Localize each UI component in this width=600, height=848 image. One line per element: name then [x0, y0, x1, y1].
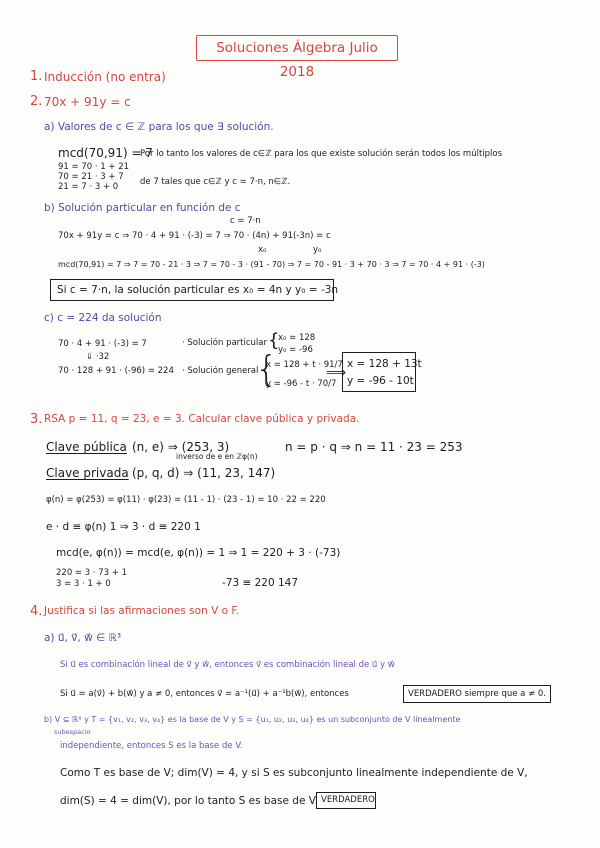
q2-sol-gen-x: x = 128 + t · 91/7: [266, 360, 343, 370]
q2-sol-gen-y: y = -96 - t · 70/7: [266, 379, 337, 389]
q2-euclid-2: 70 = 21 · 3 + 7: [58, 172, 124, 182]
q2-b-result: Si c = 7·n, la solución particular es x₀ = 4n y y₀ = -3n: [57, 284, 339, 296]
q1-number: 1.: [30, 69, 43, 84]
q2-x0-label: x₀: [258, 245, 267, 255]
q3-pub-label: Clave pública: [46, 440, 127, 454]
q2-final-solution-box: [342, 352, 422, 392]
q3-div-2: 3 = 3 · 1 + 0: [56, 579, 111, 589]
q2-sol-part-x: x₀ = 128: [278, 333, 316, 343]
q2-mcd-line: mcd(70,91) = 7: [58, 146, 153, 160]
q2-a-label: a) Valores de c ∈ ℤ para los que ∃ solución.: [44, 121, 274, 133]
q2-mcd-explain: Por lo tanto los valores de c∈ℤ para los que existe solución serán todos los múltiplos: [140, 149, 503, 159]
q2-c-note: c = 7·n: [230, 216, 261, 226]
q2-b-eq-2: mcd(70,91) = 7 ⇒ 7 = 70 - 21 · 3 ⇒ 7 = 70 - 3 · (91 - 70) ⇒ 7 = 70 - 91 · 3 + 70 · 3 ⇒ 7 = 70 · 4 + 91 · (-3): [58, 260, 485, 269]
q4-b-answer-1: Como T es base de V; dim(V) = 4, y si S es subconjunto linealmente independiente de V,: [60, 767, 528, 779]
q4-a-verdict-box: [403, 685, 551, 703]
q3-ed-line: e · d ≡ φ(n) 1 ⇒ 3 · d ≡ 220 1: [46, 521, 201, 533]
q3-priv-label: Clave privada: [46, 466, 129, 480]
q2-c-eq-mult: ⇓ ·32: [86, 352, 110, 362]
q1-text: Inducción (no entra): [44, 70, 166, 84]
q2-sol-final-y: y = -96 - 10t: [347, 375, 414, 387]
q2-c-eq-2: 70 · 128 + 91 · (-96) = 224: [58, 366, 174, 376]
q4-b-verdict: VERDADERO: [321, 795, 375, 805]
q2-sol-final-x: x = 128 + 13t: [347, 358, 422, 370]
q3-phi-line: φ(n) = φ(253) = φ(11) · φ(23) = (11 - 1) · (23 - 1) = 10 · 22 = 220: [46, 495, 326, 505]
q2-b-eq-1: 70x + 91y = c ⇒ 70 · 4 + 91 · (-3) = 7 ⇒ 70 · (4n) + 91(-3n) = c: [58, 231, 331, 241]
q2-number: 2.: [30, 94, 43, 109]
q3-div-1: 220 = 3 · 73 + 1: [56, 568, 128, 578]
q4-number: 4.: [30, 604, 43, 619]
q3-inv-note: inverso de e en ℤφ(n): [176, 452, 258, 461]
q2-sol-gen-label: · Solución general: [182, 366, 259, 376]
brace-icon: {: [255, 349, 278, 390]
brace-icon: {: [268, 330, 280, 351]
implies-arrow-icon: ⟹: [326, 365, 347, 381]
q4-b-label: b) V ⊆ ℝ⁸ y T = {v₁, v₂, v₃, v₄} es la base de V y S = {u₁, u₂, u₃, u₄} es un subconjunto de V linealmente: [44, 715, 461, 724]
q2-mult-line: de 7 tales que c∈ℤ y c = 7·n, n∈ℤ.: [140, 177, 291, 187]
q4-b-answer-2: dim(S) = 4 = dim(V), por lo tanto S es base de V.: [60, 795, 318, 807]
q4-b-verdict-box: [316, 792, 376, 809]
q2-b-result-box: [50, 279, 339, 301]
q4-b-sub: subespacio: [54, 728, 91, 736]
q2-c-eq-1: 70 · 4 + 91 · (-3) = 7: [58, 339, 147, 349]
q3-n-calc: n = p · q ⇒ n = 11 · 23 = 253: [285, 440, 463, 454]
q4-b-statement-2: independiente, entonces S es la base de V.: [60, 741, 243, 751]
q2-c-label: c) c = 224 da solución: [44, 312, 162, 324]
q4-a-answer: Si u⃗ = a(v⃗) + b(w⃗) y a ≠ 0, entonces v⃗ = a⁻¹(u⃗) + a⁻¹b(w⃗), entonces: [60, 689, 349, 699]
q4-a-verdict: VERDADERO siempre que a ≠ 0.: [408, 689, 547, 699]
page-title: Soluciones Álgebra Julio 2018: [216, 40, 378, 80]
q3-congr: -73 ≡ 220 147: [222, 577, 299, 589]
q3-priv-value: (p, q, d) ⇒ (11, 23, 147): [132, 466, 276, 480]
q2-y0-label: y₀: [313, 245, 322, 255]
q3-number: 3.: [30, 412, 43, 427]
q2-sol-part-y: y₀ = -96: [278, 345, 313, 355]
q4-text: Justifica si las afirmaciones son V o F.: [44, 605, 240, 617]
q2-euclid-1: 91 = 70 · 1 + 21: [58, 162, 130, 172]
q3-text: RSA p = 11, q = 23, e = 3. Calcular clave pública y privada.: [44, 413, 360, 425]
q3-pub-value: (n, e) ⇒ (253, 3): [132, 440, 230, 454]
q4-a-label: a) u⃗, v⃗, w⃗ ∈ ℝ³: [44, 632, 122, 644]
q2-b-label: b) Solución particular en función de c: [44, 202, 241, 214]
q2-sol-part-label: · Solución particular: [182, 338, 267, 348]
q2-euclid-3: 21 = 7 · 3 + 0: [58, 182, 119, 192]
title-box: [196, 35, 398, 80]
q3-mcd-line: mcd(e, φ(n)) = mcd(e, φ(n)) = 1 ⇒ 1 = 220 + 3 · (-73): [56, 547, 341, 559]
q4-a-statement: Si u⃗ es combinación lineal de v⃗ y w⃗, entonces v⃗ es combinación lineal de u⃗ y w⃗: [60, 660, 395, 670]
q2-text: 70x + 91y = c: [44, 95, 131, 109]
